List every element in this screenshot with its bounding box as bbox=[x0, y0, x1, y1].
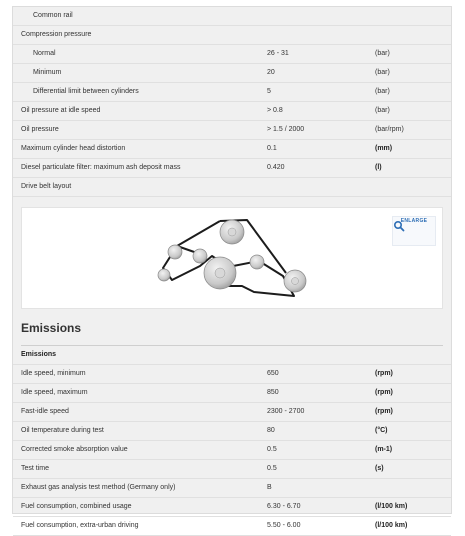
emission-row bbox=[13, 384, 451, 403]
spec-unit: (s) bbox=[375, 465, 384, 472]
spec-label: Oil pressure at idle speed bbox=[21, 107, 101, 114]
spec-label: Drive belt layout bbox=[21, 183, 72, 190]
emission-row bbox=[13, 460, 451, 479]
spec-label: Normal bbox=[33, 50, 56, 57]
emission-row bbox=[13, 403, 451, 422]
spec-label: Oil temperature during test bbox=[21, 427, 104, 434]
pulley bbox=[158, 269, 170, 281]
emissions-heading-row bbox=[13, 346, 451, 365]
emissions-table bbox=[13, 365, 451, 536]
enlarge-label: ENLARGE bbox=[400, 218, 428, 224]
emission-row bbox=[13, 498, 451, 517]
spec-value: 0.1 bbox=[267, 145, 277, 152]
spec-label: Fuel consumption, combined usage bbox=[21, 503, 132, 510]
spec-value: > 0.8 bbox=[267, 107, 283, 114]
spec-unit: (rpm) bbox=[375, 370, 393, 377]
emission-row bbox=[13, 441, 451, 460]
spec-label: Oil pressure bbox=[21, 126, 59, 133]
pulley bbox=[250, 255, 264, 269]
spec-unit: (mm) bbox=[375, 145, 393, 152]
pulley bbox=[193, 249, 207, 263]
emission-row bbox=[13, 517, 451, 536]
spec-unit: (°C) bbox=[375, 427, 388, 434]
enlarge-button[interactable] bbox=[392, 216, 436, 246]
spec-value: 80 bbox=[267, 427, 275, 434]
spec-row bbox=[13, 7, 451, 26]
spec-value: 850 bbox=[267, 389, 279, 396]
emission-row bbox=[13, 365, 451, 384]
spec-value: > 1.5 / 2000 bbox=[267, 126, 305, 133]
spec-row bbox=[13, 83, 451, 102]
drive-belt-diagram bbox=[21, 207, 443, 309]
spec-row bbox=[13, 64, 451, 83]
spec-label: Idle speed, minimum bbox=[21, 370, 86, 377]
spec-row bbox=[13, 102, 451, 121]
drive-belt-illustration bbox=[22, 208, 444, 308]
spec-value: B bbox=[267, 484, 272, 491]
spec-value: 5 bbox=[267, 88, 271, 95]
spec-unit: (l) bbox=[375, 164, 382, 171]
magnifier-icon bbox=[393, 220, 405, 232]
spec-value: 650 bbox=[267, 370, 279, 377]
spec-unit: (l/100 km) bbox=[375, 522, 408, 529]
spec-label: Idle speed, maximum bbox=[21, 389, 88, 396]
spec-value: 6.30 - 6.70 bbox=[267, 503, 301, 510]
spec-value: 0.5 bbox=[267, 446, 277, 453]
spec-label: Compression pressure bbox=[21, 31, 92, 38]
section-title: Emissions bbox=[21, 321, 82, 335]
spec-unit: (m-1) bbox=[375, 446, 393, 453]
spec-row bbox=[13, 140, 451, 159]
spec-label: Exhaust gas analysis test method (Germany only) bbox=[21, 484, 176, 491]
spec-label: Fast-idle speed bbox=[21, 408, 69, 415]
specifications-panel bbox=[12, 6, 452, 529]
spec-unit: (bar) bbox=[375, 107, 390, 114]
spec-label: Common rail bbox=[33, 12, 73, 19]
spec-unit: (rpm) bbox=[375, 389, 393, 396]
spec-label: Differential limit between cylinders bbox=[33, 88, 139, 95]
spec-value: 26 - 31 bbox=[267, 50, 289, 57]
emissions-heading: Emissions bbox=[21, 351, 57, 358]
spec-unit: (bar/rpm) bbox=[375, 126, 404, 133]
spec-value: 0.420 bbox=[267, 164, 285, 171]
emission-row bbox=[13, 479, 451, 498]
spec-unit: (l/100 km) bbox=[375, 503, 408, 510]
spec-unit: (bar) bbox=[375, 50, 390, 57]
spec-unit: (rpm) bbox=[375, 408, 393, 415]
emission-row bbox=[13, 422, 451, 441]
spec-value: 5.50 - 6.00 bbox=[267, 522, 301, 529]
spec-label: Test time bbox=[21, 465, 50, 472]
spec-value: 2300 - 2700 bbox=[267, 408, 305, 415]
pulley bbox=[168, 245, 182, 259]
spec-row bbox=[13, 121, 451, 140]
spec-row bbox=[13, 26, 451, 45]
spec-row bbox=[13, 45, 451, 64]
spec-row bbox=[13, 159, 451, 178]
spec-value: 20 bbox=[267, 69, 275, 76]
spec-label: Diesel particulate filter: maximum ash deposit mass bbox=[21, 164, 181, 171]
spec-unit: (bar) bbox=[375, 69, 390, 76]
spec-label: Minimum bbox=[33, 69, 62, 76]
spec-table bbox=[13, 7, 451, 197]
spec-unit: (bar) bbox=[375, 88, 390, 95]
spec-row bbox=[13, 178, 451, 197]
spec-label: Maximum cylinder head distortion bbox=[21, 145, 126, 152]
spec-label: Corrected smoke absorption value bbox=[21, 446, 128, 453]
spec-value: 0.5 bbox=[267, 465, 277, 472]
spec-label: Fuel consumption, extra-urban driving bbox=[21, 522, 139, 529]
